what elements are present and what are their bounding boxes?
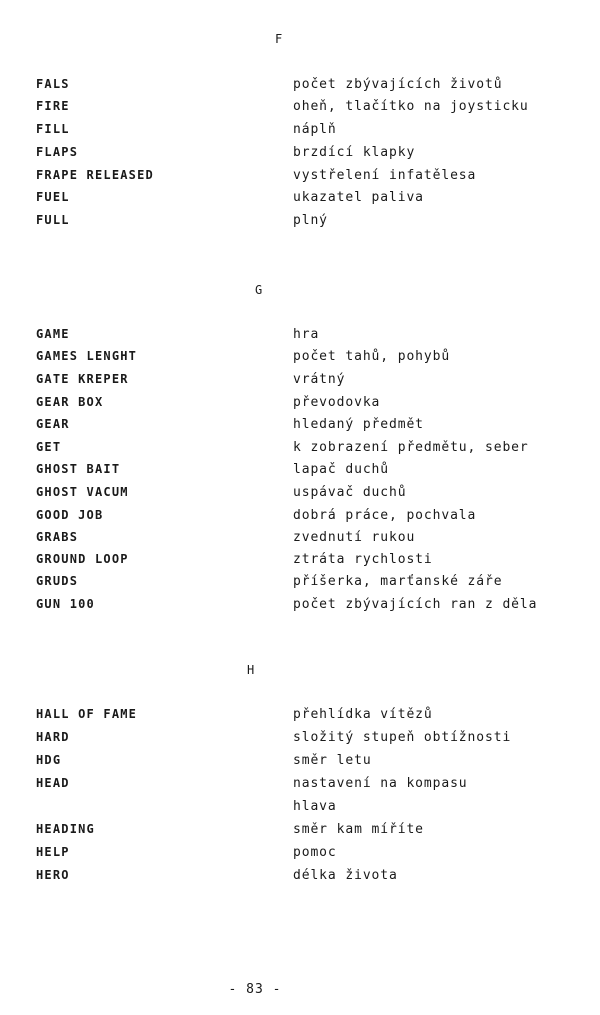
glossary-entry bbox=[0, 145, 600, 167]
entry-definition: ukazatel paliva bbox=[293, 190, 424, 205]
entry-definition: vrátný bbox=[293, 372, 346, 387]
entry-definition: dobrá práce, pochvala bbox=[293, 508, 477, 523]
glossary-entry bbox=[0, 845, 600, 867]
glossary-entry bbox=[0, 190, 600, 212]
entry-definition: náplň bbox=[293, 122, 337, 137]
entry-definition: ztráta rychlosti bbox=[293, 552, 433, 567]
glossary-entry bbox=[0, 574, 600, 596]
entry-term: HEAD bbox=[36, 776, 70, 790]
entry-definition: oheň, tlačítko na joysticku bbox=[293, 99, 529, 114]
entry-term: GAMES LENGHT bbox=[36, 349, 138, 363]
glossary-entry bbox=[0, 530, 600, 552]
glossary-entry bbox=[0, 868, 600, 890]
entry-term: FIRE bbox=[36, 99, 70, 113]
entry-term: HERO bbox=[36, 868, 70, 882]
entry-definition: počet tahů, pohybů bbox=[293, 349, 451, 364]
entry-term: GET bbox=[36, 440, 62, 454]
glossary-entry bbox=[0, 440, 600, 462]
glossary-entry bbox=[0, 417, 600, 439]
entry-term: GROUND LOOP bbox=[36, 552, 129, 566]
entry-term: HALL OF FAME bbox=[36, 707, 138, 721]
glossary-entry bbox=[0, 122, 600, 144]
section-heading-g: G bbox=[255, 283, 264, 297]
glossary-entry bbox=[0, 349, 600, 371]
glossary-entry bbox=[0, 753, 600, 775]
entry-term: FULL bbox=[36, 213, 70, 227]
entry-term: HEADING bbox=[36, 822, 95, 836]
entry-term: FLAPS bbox=[36, 145, 79, 159]
entry-term: GHOST BAIT bbox=[36, 462, 121, 476]
glossary-entry bbox=[0, 776, 600, 798]
entry-definition: hledaný předmět bbox=[293, 417, 424, 432]
page-number: - 83 - bbox=[228, 982, 282, 997]
entry-definition: uspávač duchů bbox=[293, 485, 407, 500]
entry-definition: převodovka bbox=[293, 395, 381, 410]
glossary-entry bbox=[0, 552, 600, 574]
entry-definition: příšerka, marťanské záře bbox=[293, 574, 503, 589]
entry-term: GATE KREPER bbox=[36, 372, 129, 386]
glossary-entry bbox=[0, 77, 600, 99]
entry-definition: plný bbox=[293, 213, 328, 228]
glossary-entry bbox=[0, 372, 600, 394]
entry-term: GEAR BOX bbox=[36, 395, 104, 409]
entry-definition: směr kam míříte bbox=[293, 822, 424, 837]
entry-term: FRAPE RELEASED bbox=[36, 168, 154, 182]
entry-term: HARD bbox=[36, 730, 70, 744]
entry-term: GHOST VACUM bbox=[36, 485, 129, 499]
entry-definition: vystřelení infatělesa bbox=[293, 168, 477, 183]
section-heading-f: F bbox=[275, 32, 284, 46]
entry-definition: přehlídka vítězů bbox=[293, 707, 433, 722]
entry-definition: lapač duchů bbox=[293, 462, 389, 477]
entry-term: FALS bbox=[36, 77, 70, 91]
glossary-entry bbox=[0, 799, 600, 821]
entry-definition: nastavení na kompasu bbox=[293, 776, 468, 791]
glossary-entry bbox=[0, 462, 600, 484]
glossary-entry bbox=[0, 395, 600, 417]
entry-definition: zvednutí rukou bbox=[293, 530, 416, 545]
section-heading-h: H bbox=[247, 663, 256, 677]
entry-term: HELP bbox=[36, 845, 70, 859]
entry-definition: k zobrazení předmětu, seber bbox=[293, 440, 529, 455]
entry-definition: směr letu bbox=[293, 753, 372, 768]
entry-definition: počet zbývajících životů bbox=[293, 77, 503, 92]
glossary-entry bbox=[0, 730, 600, 752]
entry-term: GEAR bbox=[36, 417, 70, 431]
entry-term: GAME bbox=[36, 327, 70, 341]
entry-definition: hra bbox=[293, 327, 320, 342]
entry-definition: hlava bbox=[293, 799, 337, 814]
entry-term: GUN 100 bbox=[36, 597, 95, 611]
entry-term: GRABS bbox=[36, 530, 79, 544]
entry-definition: délka života bbox=[293, 868, 398, 883]
glossary-entry bbox=[0, 822, 600, 844]
glossary-entry bbox=[0, 508, 600, 530]
glossary-entry bbox=[0, 597, 600, 619]
entry-definition: počet zbývajících ran z děla bbox=[293, 597, 538, 612]
entry-definition: brzdící klapky bbox=[293, 145, 416, 160]
entry-definition: složitý stupeň obtížnosti bbox=[293, 730, 512, 745]
entry-term: FILL bbox=[36, 122, 70, 136]
entry-definition: pomoc bbox=[293, 845, 337, 860]
glossary-entry bbox=[0, 99, 600, 121]
entry-term: FUEL bbox=[36, 190, 70, 204]
glossary-entry bbox=[0, 707, 600, 729]
entry-term: GRUDS bbox=[36, 574, 79, 588]
entry-term: HDG bbox=[36, 753, 62, 767]
entry-term: GOOD JOB bbox=[36, 508, 104, 522]
glossary-entry bbox=[0, 485, 600, 507]
glossary-entry bbox=[0, 213, 600, 235]
glossary-entry bbox=[0, 327, 600, 349]
glossary-entry bbox=[0, 168, 600, 190]
